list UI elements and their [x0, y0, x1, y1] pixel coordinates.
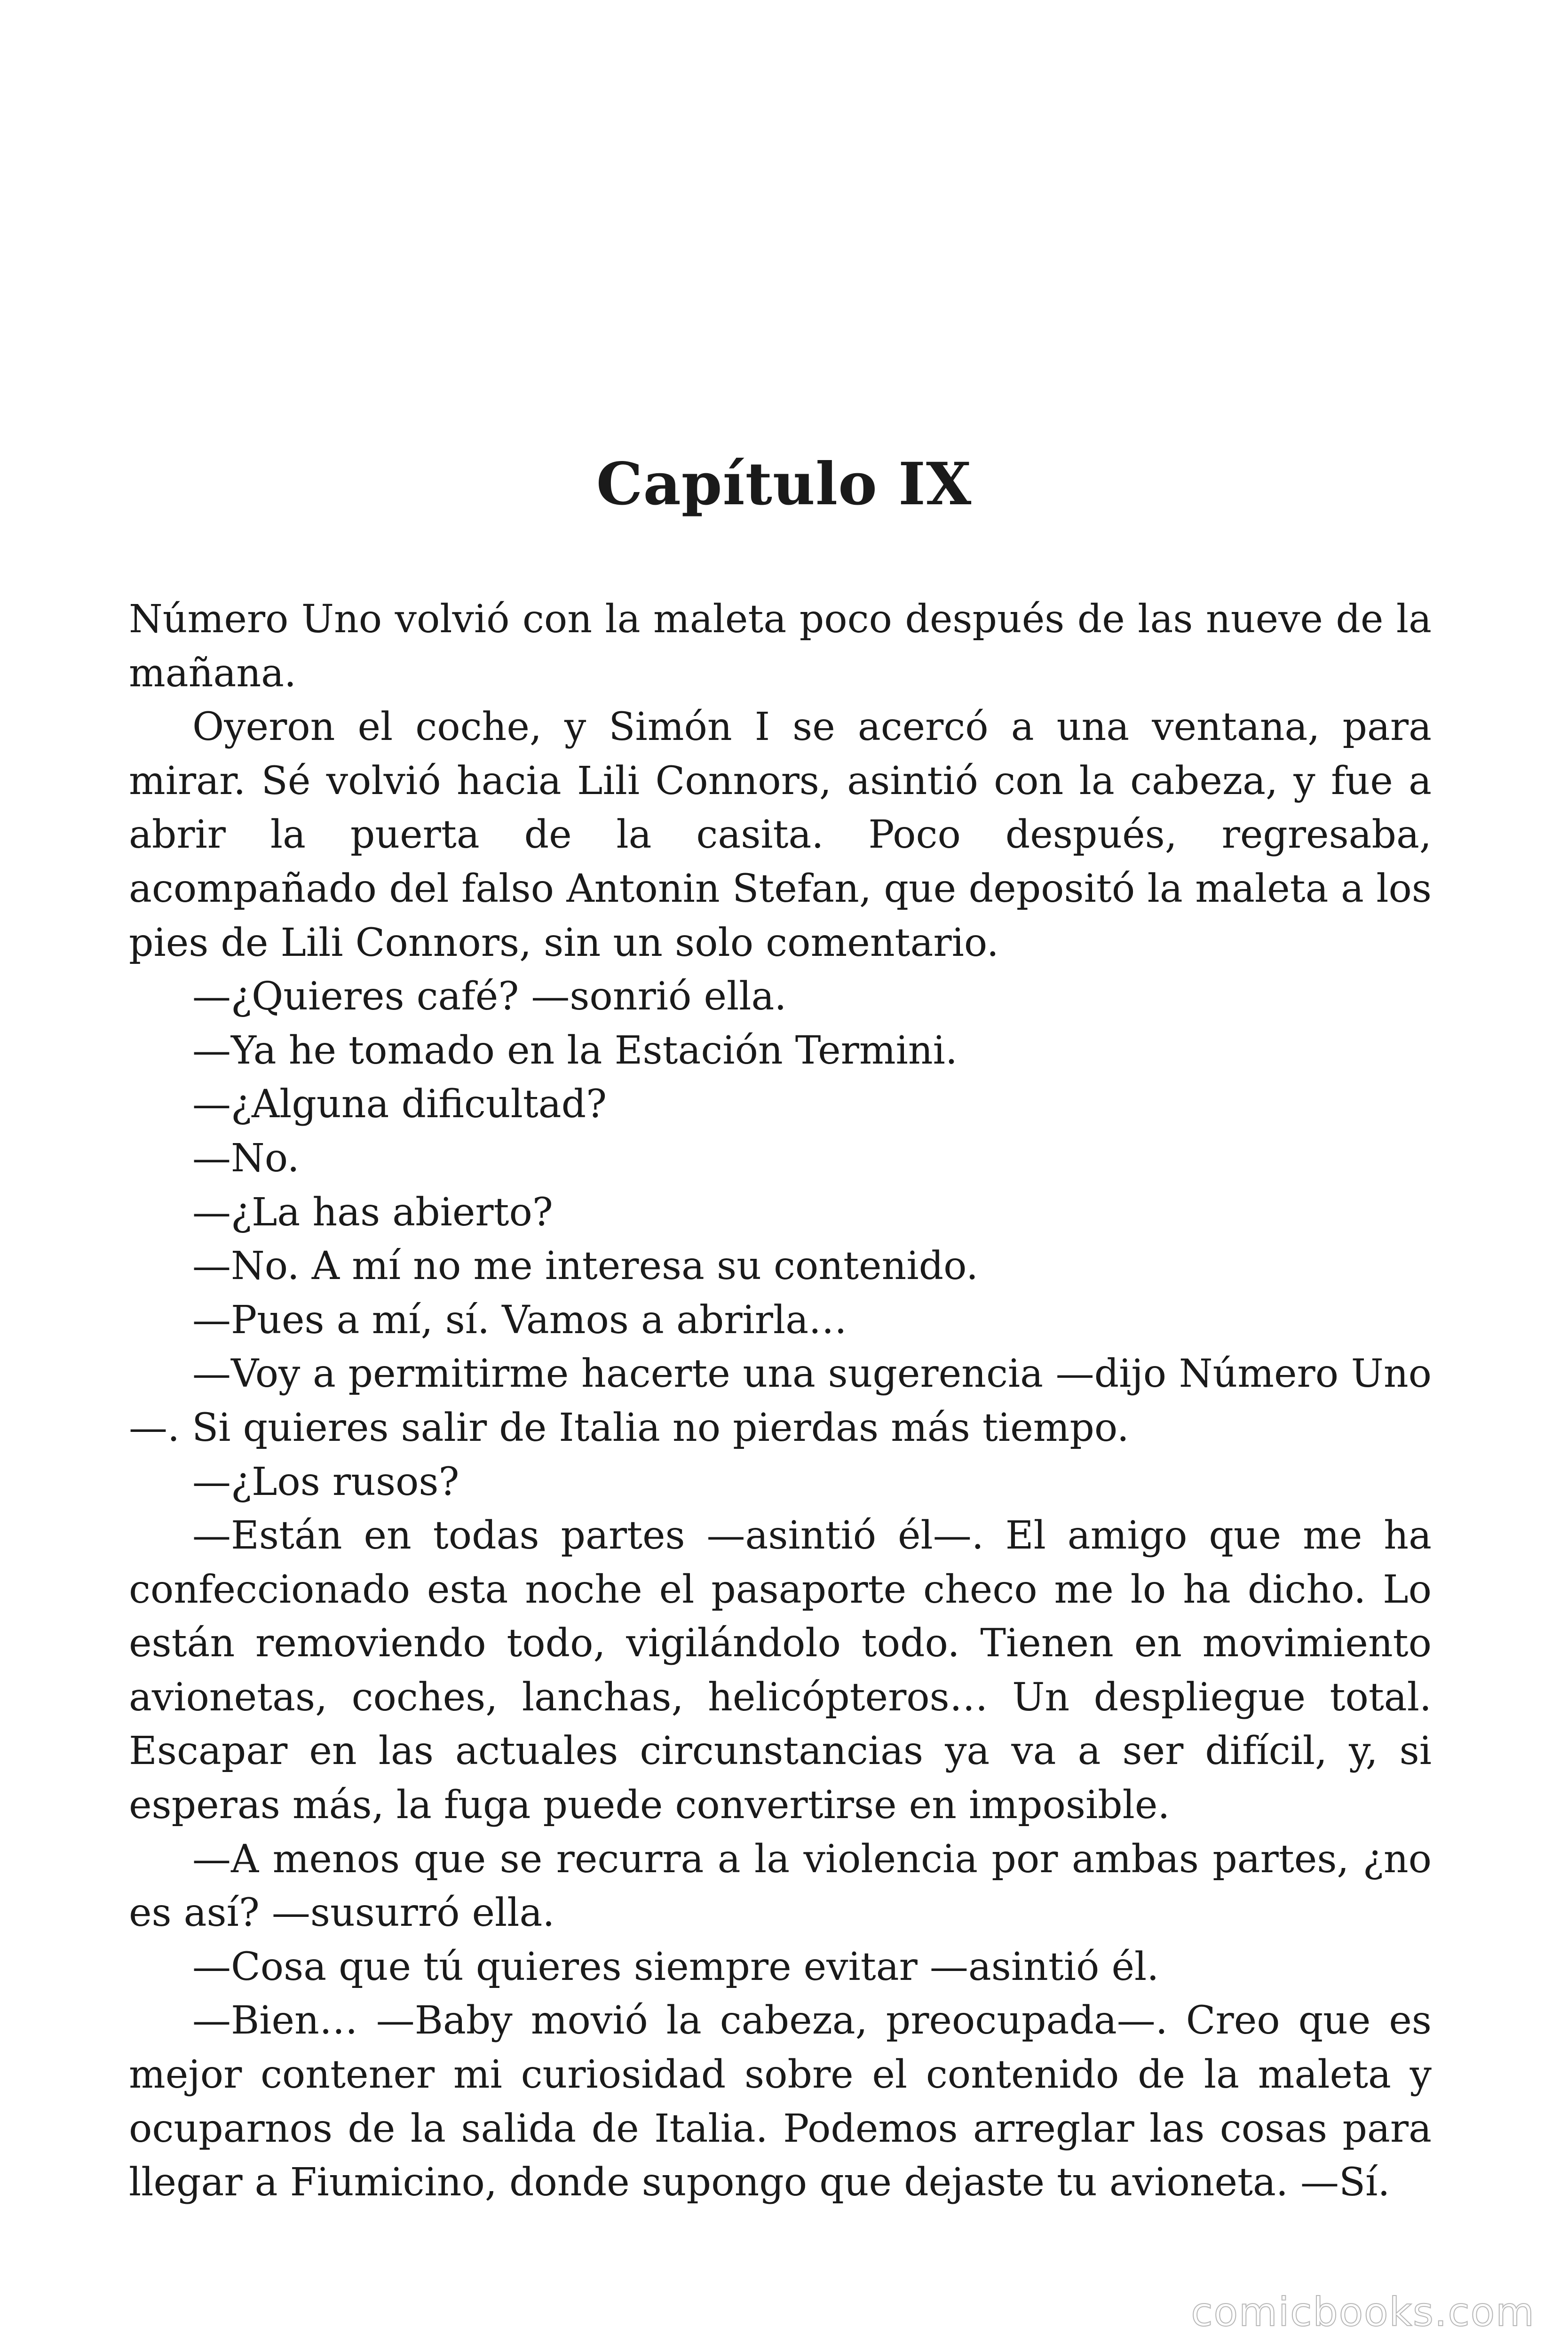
paragraph: Número Uno volvió con la maleta poco después de las nueve de la mañana. [129, 597, 1432, 696]
dialogue-line: —Están en todas partes —asintió él—. El amigo que me ha confeccionado esta noche el pasaporte checo me lo ha dicho. Lo están removiendo todo, vigilándolo todo. Tienen en movimiento avionetas, coches, lanchas, helicópteros… Un despliegue total. Escapar en las actuales circunstancias ya va a ser difícil, y, si esperas más, la fuga puede convertirse en imposible. [129, 1513, 1432, 1828]
dialogue-line: —¿Los rusos? [192, 1459, 459, 1504]
chapter-body [129, 593, 1432, 2210]
watermark: comicbooks.com [1191, 2289, 1535, 2335]
dialogue-line: —No. A mí no me interesa su contenido. [192, 1244, 979, 1289]
chapter-title: Capítulo IX [596, 450, 972, 518]
dialogue-line: —No. [192, 1136, 300, 1181]
dialogue-line: —Cosa que tú quieres siempre evitar —asintió él. [192, 1944, 1159, 1989]
paragraph: Oyeron el coche, y Simón I se acercó a una ventana, para mirar. Sé volvió hacia Lili Connors, asintió con la cabeza, y fue a abrir la puerta de la casita. Poco después, regresaba, acompañado del falso Antonin Stefan, que depositó la maleta a los pies de Lili Connors, sin un solo comentario. [129, 705, 1432, 965]
dialogue-line: —¿Alguna dificultad? [192, 1082, 607, 1127]
dialogue-line: —Pues a mí, sí. Vamos a abrirla… [192, 1297, 847, 1343]
dialogue-line: —Bien… —Baby movió la cabeza, preocupada—. Creo que es mejor contener mi curiosidad sobre el contenido de la maleta y ocuparnos de la salida de Italia. Podemos arreglar las cosas para llegar a Fiumicino, donde supongo que dejaste tu avioneta. —Sí. [129, 1998, 1432, 2205]
dialogue-line: —Voy a permitirme hacerte una sugerencia —dijo Número Uno —. Si quieres salir de Italia no pierdas más tiempo. [129, 1351, 1432, 1450]
dialogue-line: —Ya he tomado en la Estación Termini. [192, 1028, 958, 1073]
dialogue-line: —¿La has abierto? [192, 1190, 553, 1235]
dialogue-line: —¿Quieres café? —sonrió ella. [192, 974, 787, 1019]
dialogue-line: —A menos que se recurra a la violencia por ambas partes, ¿no es así? —susurró ella. [129, 1836, 1432, 1936]
